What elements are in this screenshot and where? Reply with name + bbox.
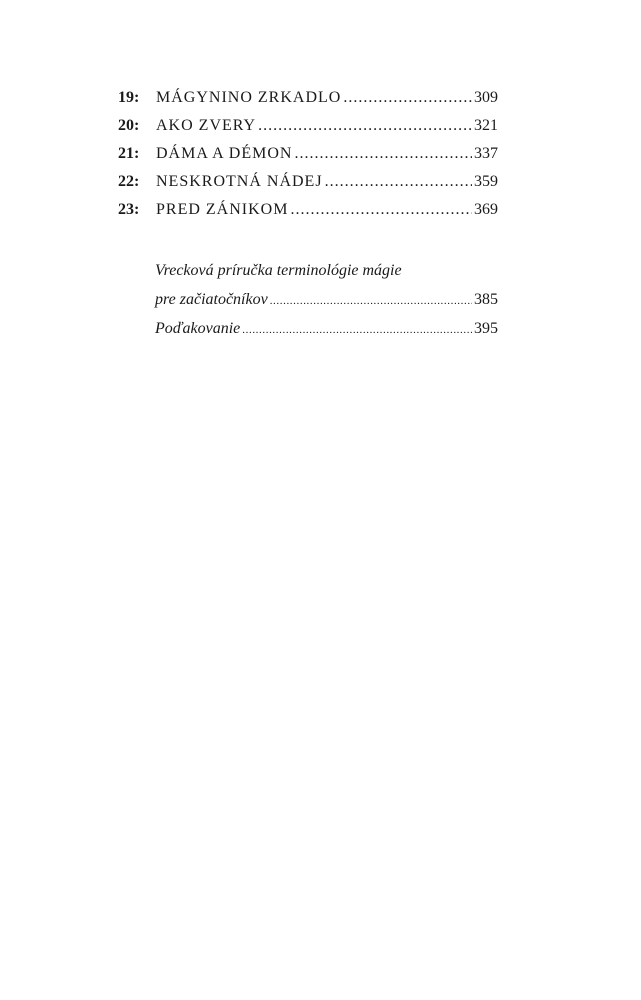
glossary-title-continued: pre začiatočníkov bbox=[155, 291, 268, 308]
toc-entry-glossary bbox=[155, 291, 498, 320]
acknowledgements-title: Poďakovanie bbox=[155, 320, 241, 337]
dot-leader bbox=[343, 89, 472, 107]
chapter-number: 23: bbox=[118, 201, 140, 218]
chapter-title: NESKROTNÁ NÁDEJ bbox=[156, 173, 323, 190]
appendix-entries bbox=[155, 262, 498, 349]
chapter-number: 19: bbox=[118, 89, 140, 106]
glossary-title: Vrecková príručka terminológie mágie bbox=[155, 262, 402, 279]
dot-leader bbox=[258, 117, 472, 135]
dot-leader bbox=[290, 201, 472, 219]
toc-entry-chapter-22 bbox=[118, 173, 498, 201]
page-number: 359 bbox=[474, 173, 498, 190]
toc-entry-acknowledgements bbox=[155, 320, 498, 349]
chapter-number: 20: bbox=[118, 117, 140, 134]
toc-entry-chapter-23 bbox=[118, 201, 498, 229]
toc-entry-chapter-19 bbox=[118, 89, 498, 117]
chapter-number: 21: bbox=[118, 145, 140, 162]
page-number: 309 bbox=[474, 89, 498, 106]
dot-leader bbox=[242, 324, 472, 336]
page-number: 395 bbox=[474, 320, 498, 337]
page-number: 337 bbox=[474, 145, 498, 162]
page-number: 385 bbox=[474, 291, 498, 308]
toc-entry-chapter-20 bbox=[118, 117, 498, 145]
toc-entry-chapter-21 bbox=[118, 145, 498, 173]
dot-leader bbox=[294, 145, 472, 163]
page-number: 321 bbox=[474, 117, 498, 134]
chapter-title: DÁMA A DÉMON bbox=[156, 145, 293, 162]
page-number: 369 bbox=[474, 201, 498, 218]
table-of-contents bbox=[118, 89, 498, 229]
chapter-title: MÁGYNINO ZRKADLO bbox=[156, 89, 342, 106]
dot-leader bbox=[325, 173, 472, 191]
chapter-title: PRED ZÁNIKOM bbox=[156, 201, 289, 218]
chapter-title: AKO ZVERY bbox=[156, 117, 257, 134]
chapter-number: 22: bbox=[118, 173, 140, 190]
dot-leader bbox=[270, 295, 472, 307]
toc-entry-glossary-line-1 bbox=[155, 262, 498, 291]
